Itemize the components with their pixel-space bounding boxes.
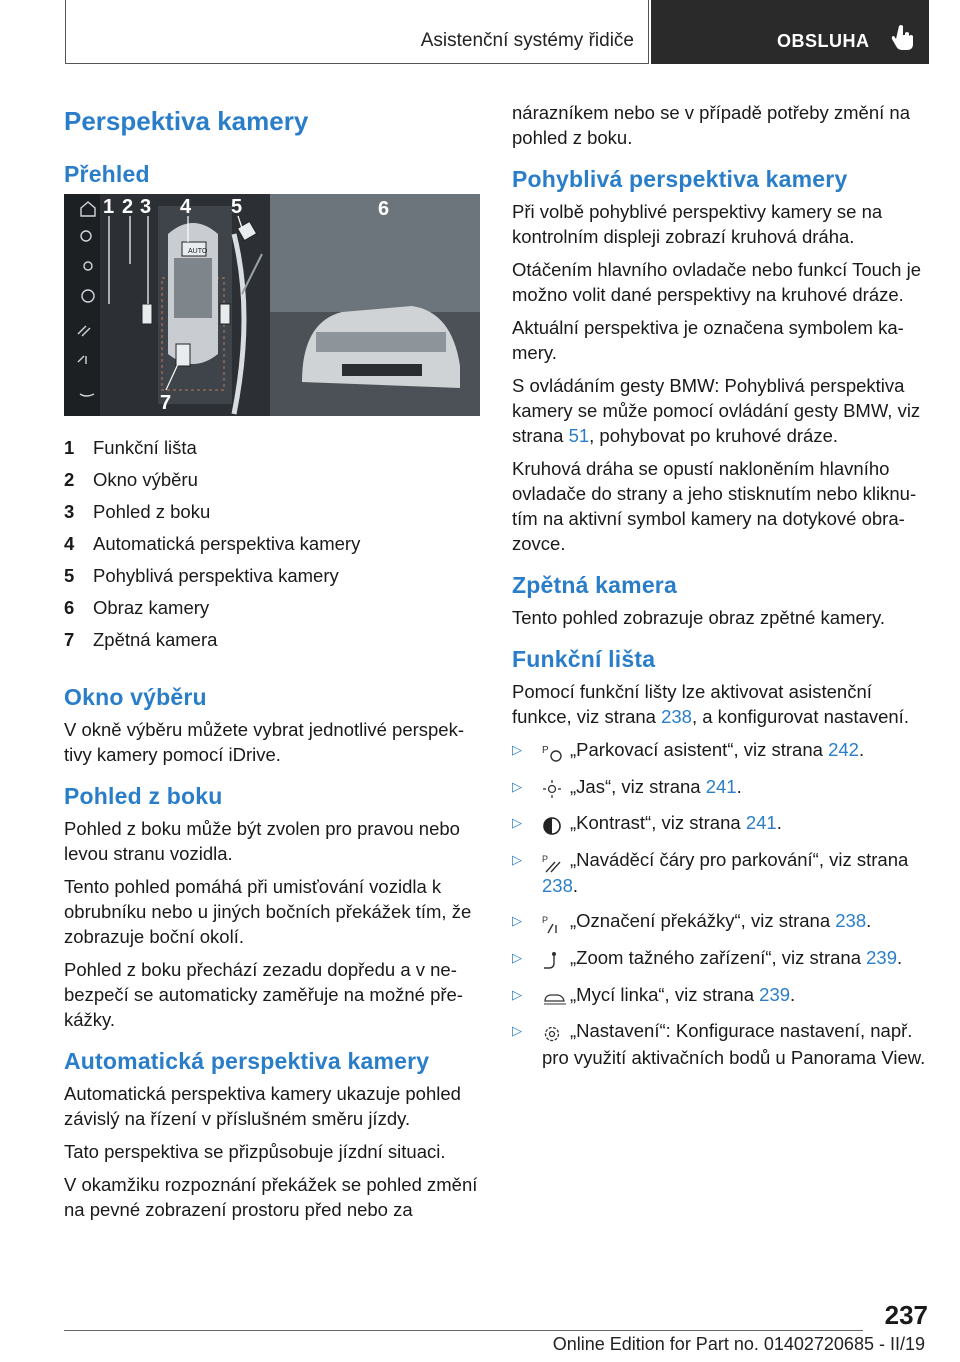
camera-view-figure (64, 194, 480, 416)
page-header (65, 0, 929, 64)
page-link[interactable]: 238 (835, 910, 867, 932)
movable-perspective-text-2: Otáčením hlavního ovladače nebo funkcí Touch je možno volit dané perspektivy na kruhové dráze. (512, 259, 921, 305)
left-column (64, 100, 479, 1230)
legend-item: 1 Funkční lišta (64, 437, 197, 458)
rear-camera-text: Tento pohled zobrazuje obraz zpětné kamery. (512, 607, 885, 628)
list-item: ▷ P „Označení překážky“, viz strana 238. (512, 908, 927, 935)
svg-text:P: P (542, 744, 549, 756)
legend-item: 4 Automatická perspektiva kamery (64, 533, 361, 554)
page-link[interactable]: 241 (705, 775, 737, 797)
figure-legend (64, 432, 479, 656)
side-view-text-3: Pohled z boku přechází zezadu dopředu a v ne-bezpečí se automaticky zaměřuje na možné pře-kážky. (64, 959, 463, 1030)
car-wash-icon (542, 983, 570, 1008)
callout-6: 6 (378, 198, 390, 220)
legend-item: 2 Okno výběru (64, 469, 198, 490)
header-section-title: Asistenční systémy řidiče (420, 30, 634, 51)
contrast-icon (542, 812, 570, 837)
brightness-icon (542, 775, 570, 800)
right-column (512, 100, 927, 1080)
edition-note: Online Edition for Part no. 01402720685 - II/19 (552, 1334, 925, 1354)
movable-perspective-heading: Pohyblivá perspektiva kamery (512, 166, 848, 192)
movable-perspective-text-1: Při volbě pohyblivé perspektivy kamery se na kontrolním displeji zobrazí kruhová dráha. (512, 201, 883, 247)
list-item: ▷ P „Parkovací asistent“, viz strana 242. (512, 737, 927, 764)
function-bar-list (512, 737, 927, 1070)
page-number: 237 (884, 1300, 928, 1330)
page-link[interactable]: 238 (661, 706, 692, 727)
legend-item: 5 Pohyblivá perspektiva kamery (64, 565, 339, 586)
list-item: ▷ „Mycí linka“, viz strana 239. (512, 982, 927, 1009)
selection-window-text: V okně výběru můžete vybrat jednotlivé perspek-tivy kamery pomocí iDrive. (64, 719, 465, 765)
parking-lines-icon (542, 848, 570, 873)
header-chapter-tab (651, 0, 929, 64)
page-link[interactable]: 242 (828, 739, 859, 760)
page-link[interactable]: 241 (745, 812, 777, 834)
legend-item: 7 Zpětná kamera (64, 629, 218, 650)
list-item: ▷ „Nastavení“: Konfigurace nastavení, např. pro využití aktivačních bodů u Panorama View. (512, 1020, 926, 1068)
side-view-text-1: Pohled z boku může být zvolen pro pravou nebo levou stranu vozidla. (64, 818, 460, 864)
camera-view-illustration (64, 194, 480, 416)
callout-7: 7 (160, 392, 172, 414)
svg-text:P: P (542, 853, 549, 864)
list-item: ▷ „Zoom tažného zařízení“, viz strana 239. (512, 945, 927, 972)
callout-5: 5 (231, 196, 243, 218)
list-item: ▷ „Jas“, viz strana 241. (512, 774, 927, 801)
page-title: Perspektiva kamery (64, 106, 309, 136)
legend-item: 3 Pohled z boku (64, 501, 211, 522)
callout-2: 2 (122, 196, 134, 218)
callout-3: 3 (140, 196, 152, 218)
page-link[interactable]: 239 (866, 947, 897, 969)
function-bar-text: Pomocí funkční lišty lze aktivovat asistenční funkce, viz strana 238, a konfigurovat nastavení. (512, 681, 909, 727)
movable-perspective-text-3: Aktuální perspektiva je označena symbolem ka-mery. (512, 317, 904, 363)
legend-item: 6 Obraz kamery (64, 597, 210, 618)
obstacle-marking-icon (542, 910, 570, 935)
list-item: ▷ P „Naváděcí čáry pro parkování“, viz strana 238. (512, 848, 909, 897)
svg-text:P: P (542, 915, 549, 926)
trailer-hitch-zoom-icon (542, 947, 570, 972)
overview-heading: Přehled (64, 161, 150, 187)
footer-divider (64, 1330, 863, 1331)
side-view-heading: Pohled z boku (64, 783, 223, 809)
callout-4: 4 (180, 196, 192, 218)
auto-perspective-text-2: Tato perspektiva se přizpůsobuje jízdní situaci. (64, 1141, 446, 1162)
page-link[interactable]: 51 (568, 425, 590, 446)
continued-text: nárazníkem nebo se v případě potřeby změní na pohled z boku. (512, 102, 910, 148)
settings-gear-icon (542, 1020, 570, 1045)
auto-perspective-heading: Automatická perspektiva kamery (64, 1048, 430, 1074)
page-link[interactable]: 239 (759, 983, 791, 1005)
parking-assist-icon (542, 739, 570, 764)
movable-perspective-text-5: Kruhová dráha se opustí nakloněním hlavního ovladače do strany a jeho stisknutím nebo kliknu-tím na aktivní symbol kamery na dotykové obra-zovce. (512, 458, 917, 554)
movable-perspective-text-4: S ovládáním gesty BMW: Pohyblivá perspektiva kamery se může pomocí ovládání gesty BMW, viz strana 51, pohybovat po kruhové dráze. (512, 375, 921, 446)
header-chapter-label: OBSLUHA (777, 31, 870, 51)
pointing-hand-icon (891, 24, 917, 57)
auto-badge: AUTO (188, 248, 208, 255)
page-link[interactable]: 238 (542, 875, 573, 897)
list-item: ▷ „Kontrast“, viz strana 241. (512, 810, 927, 837)
header-section-box (65, 0, 649, 64)
callout-1: 1 (103, 196, 115, 218)
selection-window-heading: Okno výběru (64, 684, 207, 710)
auto-perspective-text-3: V okamžiku rozpoznání překážek se pohled změní na pevné zobrazení prostoru před nebo za (64, 1174, 478, 1220)
auto-perspective-text-1: Automatická perspektiva kamery ukazuje pohled závislý na řízení v příslušném směru jízdy. (64, 1083, 461, 1129)
side-view-text-2: Tento pohled pomáhá při umisťování vozidla k obrubníku nebo u jiných bočních překážek tím, že zobrazuje boční okolí. (64, 876, 472, 947)
rear-camera-heading: Zpětná kamera (512, 572, 677, 598)
function-bar-heading: Funkční lišta (512, 646, 656, 672)
